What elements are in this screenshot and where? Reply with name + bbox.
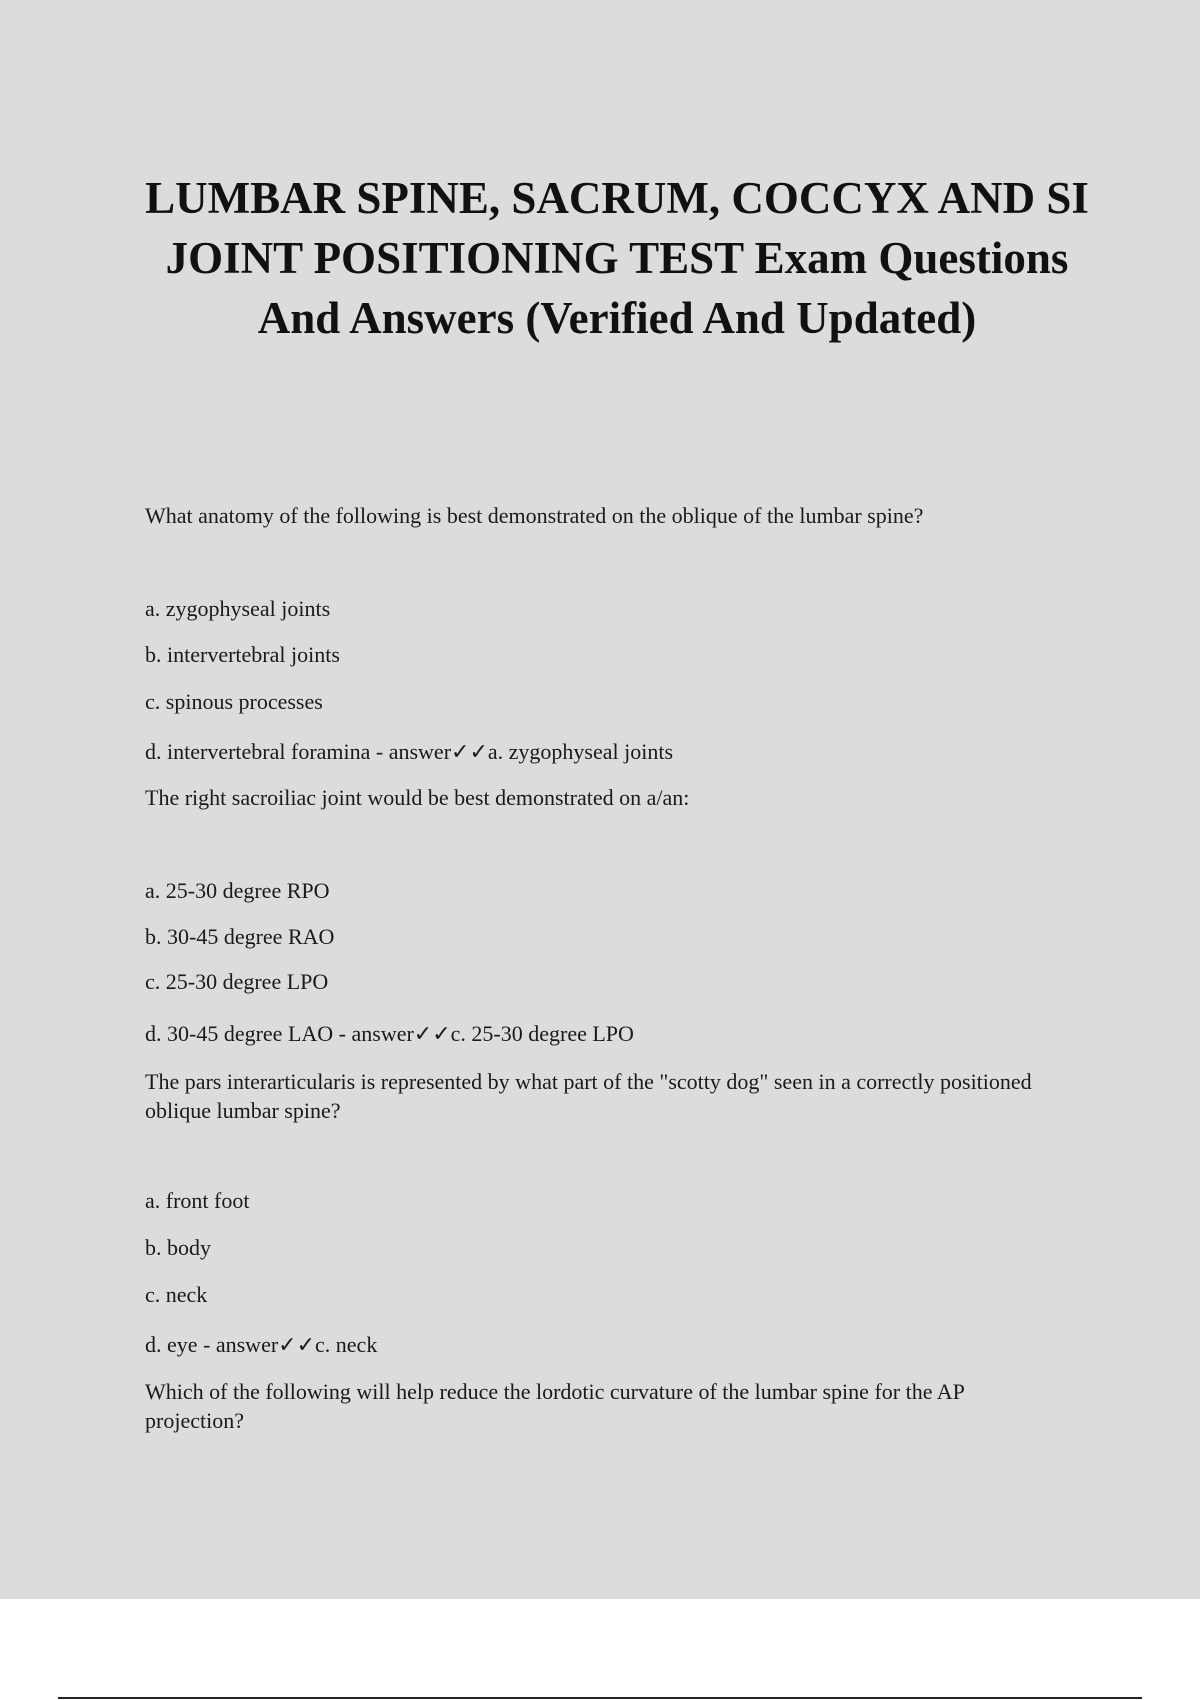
- footer-divider: [58, 1697, 1142, 1699]
- answer-option: b. 30-45 degree RAO: [145, 924, 335, 949]
- question-text: Which of the following will help reduce the lordotic curvature of the lumbar spine for the AP projection?: [145, 1379, 965, 1433]
- answer-option: c. 25-30 degree LPO: [145, 969, 329, 994]
- answer-option: c. neck: [145, 1282, 208, 1307]
- answer-option: b. body: [145, 1235, 211, 1260]
- answer-option: a. 25-30 degree RPO: [145, 878, 330, 903]
- question-text: The right sacroiliac joint would be best demonstrated on a/an:: [145, 785, 690, 810]
- answer-option: c. spinous processes: [145, 689, 323, 714]
- answer-option: a. front foot: [145, 1188, 250, 1213]
- answer-option-with-key: d. eye - answer✓✓c. neck: [145, 1332, 378, 1357]
- question-text: What anatomy of the following is best demonstrated on the oblique of the lumbar spine?: [145, 503, 924, 528]
- answer-option-with-key: d. 30-45 degree LAO - answer✓✓c. 25-30 degree LPO: [145, 1021, 634, 1046]
- answer-option-with-key: d. intervertebral foramina - answer✓✓a. zygophyseal joints: [145, 739, 674, 764]
- answer-option: b. intervertebral joints: [145, 642, 340, 667]
- document-title: LUMBAR SPINE, SACRUM, COCCYX AND SI JOINT POSITIONING TEST Exam Questions And Answers (Verified And Updated): [145, 173, 1089, 343]
- answer-option: a. zygophyseal joints: [145, 596, 331, 621]
- question-text: The pars interarticularis is represented by what part of the "scotty dog" seen in a correctly positioned oblique lumbar spine?: [145, 1069, 1032, 1123]
